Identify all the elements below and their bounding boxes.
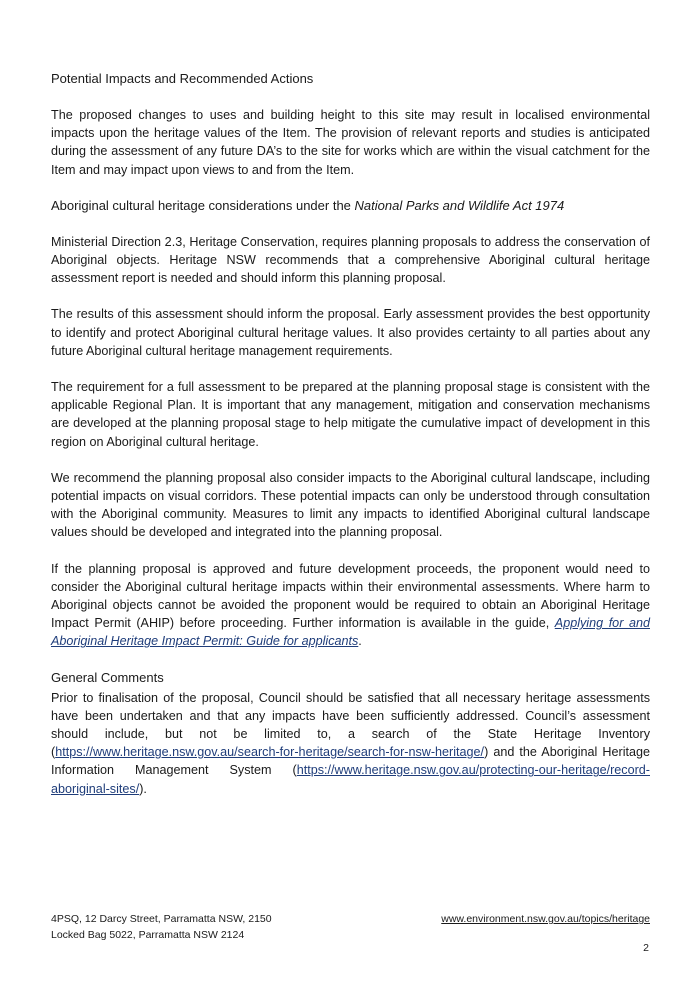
section-heading-aboriginal: [51, 197, 650, 214]
footer-address: [51, 911, 272, 943]
general-text-c: ).: [139, 781, 147, 796]
section-heading-impacts: Potential Impacts and Recommended Actions: [51, 71, 314, 86]
general-text-a: Prior to finalisation of the proposal, Council should be satisfied that all necessary heritage assessments have been undertaken and that any impacts have been sufficiently addressed. Council’s assessment should include, but not be limited to, a search of the State Heritage Inventory (: [51, 690, 650, 760]
footer-address-line-2: Locked Bag 5022, Parramatta NSW 2124: [51, 929, 245, 941]
aboriginal-paragraph-3: The requirement for a full assessment to be prepared at the planning proposal stage is consistent with the applicable Regional Plan. It is important that any management, mitigation and conservation mechanisms are developed at the planning proposal stage to help mitigate the cumulative impact of development in this region on Aboriginal cultural heritage.: [51, 380, 650, 449]
aboriginal-paragraph-4: We recommend the planning proposal also consider impacts to the Aboriginal cultural landscape, including potential impacts on visual corridors. These potential impacts can only be understood through consultation with the Aboriginal community. Measures to limit any impacts to identified Aboriginal cultural landscape values should be developed and integrated into the planning proposal.: [51, 470, 650, 540]
aboriginal-paragraph-1: Ministerial Direction 2.3, Heritage Conservation, requires planning proposals to address the conservation of Aboriginal objects. Heritage NSW recommends that a comprehensive Aboriginal cultural heritage assessment report is needed and should inform this planning proposal.: [51, 234, 650, 286]
page-number: 2: [643, 942, 649, 954]
section-heading-general: General Comments: [51, 669, 164, 685]
document-body: [51, 70, 650, 816]
heading-plain-text: Aboriginal cultural heritage considerations under the: [51, 197, 355, 213]
general-comments-paragraph: [51, 689, 650, 798]
footer-website-link[interactable]: www.environment.nsw.gov.au/topics/heritage: [441, 913, 650, 925]
impacts-paragraph: The proposed changes to uses and building height to this site may result in localised environmental impacts upon the heritage values of the Item. The provision of relevant reports and studies is anticipated during the assessment of any future DA’s to the site for works which are within the visual catchment for the Item and may impact upon views to and from the Item.: [51, 108, 650, 177]
ahims-link[interactable]: https://www.heritage.nsw.gov.au/protecting-our-heritage/record-aboriginal-sites/: [51, 763, 650, 796]
footer-address-line-1: 4PSQ, 12 Darcy Street, Parramatta NSW, 2150: [51, 913, 272, 925]
ahip-text-end: .: [358, 634, 362, 649]
aboriginal-paragraph-5: [51, 560, 650, 651]
ahip-text: If the planning proposal is approved and future development proceeds, the proponent would need to consider the Aboriginal cultural heritage impacts within their environmental assessments. Where harm to Aboriginal objects cannot be avoided the proponent would be required to obtain an Aboriginal Heritage Impact Permit (AHIP) before proceeding. Further information is available in the guide,: [51, 561, 650, 631]
aboriginal-paragraph-2: The results of this assessment should inform the proposal. Early assessment provides the best opportunity to identify and protect Aboriginal cultural heritage values. It also provides certainty to all parties about any future Aboriginal cultural heritage management requirements.: [51, 307, 650, 358]
state-heritage-inventory-link[interactable]: https://www.heritage.nsw.gov.au/search-for-heritage/search-for-nsw-heritage/: [55, 745, 485, 760]
general-text-b: ) and the Aboriginal Heritage Information Management System (: [51, 745, 650, 778]
ahip-guide-link[interactable]: Applying for and Aboriginal Heritage Impact Permit: Guide for applicants: [51, 616, 650, 649]
heading-act-name: National Parks and Wildlife Act 1974: [354, 197, 565, 213]
